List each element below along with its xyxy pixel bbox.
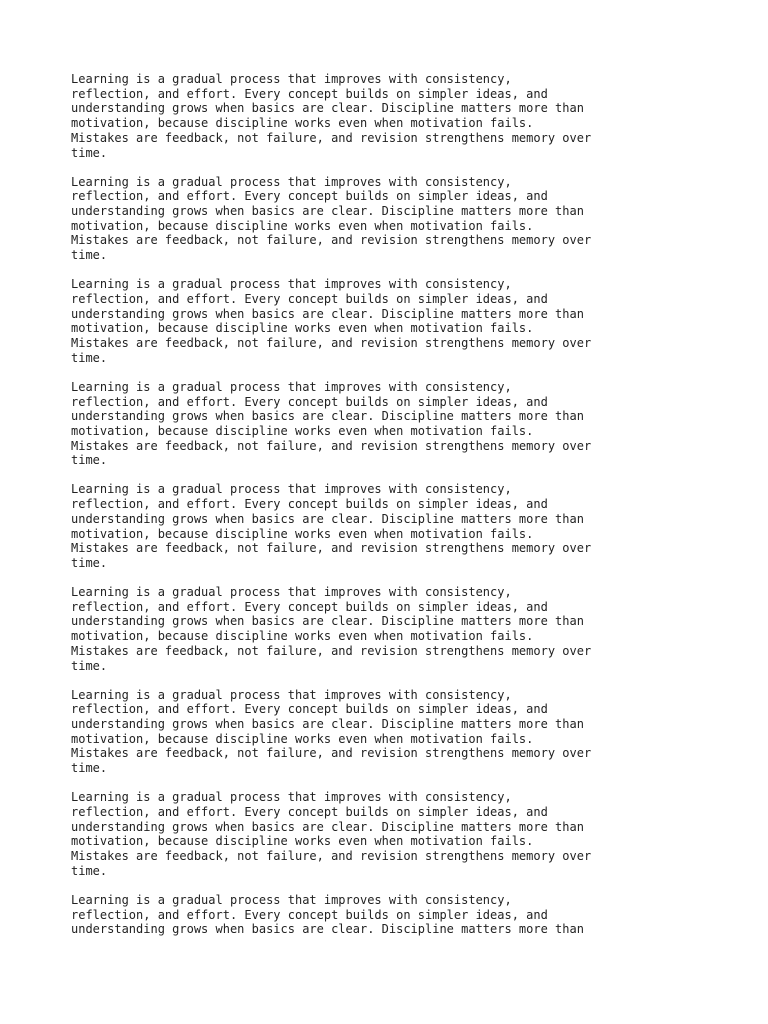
text-line: motivation, because discipline works even when motivation fails. xyxy=(71,731,534,746)
text-line: Learning is a gradual process that improves with consistency, xyxy=(71,277,512,292)
text-line: Learning is a gradual process that improves with consistency, xyxy=(71,379,512,394)
text-line: time. xyxy=(71,555,108,570)
text-line: understanding grows when basics are clear. Discipline matters more than xyxy=(71,614,584,629)
text-line: understanding grows when basics are clear. Discipline matters more than xyxy=(71,306,584,321)
text-line: motivation, because discipline works even when motivation fails. xyxy=(71,218,534,233)
text-line: motivation, because discipline works even when motivation fails. xyxy=(71,116,534,131)
paragraph-4 xyxy=(71,380,631,468)
text-line: motivation, because discipline works even when motivation fails. xyxy=(71,321,534,336)
paragraph-8 xyxy=(71,790,631,878)
text-line: understanding grows when basics are clear. Discipline matters more than xyxy=(71,819,584,834)
text-line: reflection, and effort. Every concept builds on simpler ideas, and xyxy=(71,86,548,101)
text-line: understanding grows when basics are clear. Discipline matters more than xyxy=(71,511,584,526)
paragraph-1 xyxy=(71,72,631,160)
text-line: understanding grows when basics are clear. Discipline matters more than xyxy=(71,717,584,732)
text-line: Learning is a gradual process that improves with consistency, xyxy=(71,790,512,805)
text-line: understanding grows when basics are clear. Discipline matters more than xyxy=(71,922,584,937)
text-line: Mistakes are feedback, not failure, and revision strengthens memory over xyxy=(71,130,592,145)
text-line: reflection, and effort. Every concept builds on simpler ideas, and xyxy=(71,291,548,306)
text-line: time. xyxy=(71,863,108,878)
paragraph-3 xyxy=(71,277,631,365)
text-line: motivation, because discipline works even when motivation fails. xyxy=(71,423,534,438)
text-line: Mistakes are feedback, not failure, and revision strengthens memory over xyxy=(71,233,592,248)
text-line: reflection, and effort. Every concept builds on simpler ideas, and xyxy=(71,702,548,717)
text-line: Learning is a gradual process that improves with consistency, xyxy=(71,482,512,497)
text-line: time. xyxy=(71,248,108,263)
text-line: Mistakes are feedback, not failure, and revision strengthens memory over xyxy=(71,541,592,556)
text-line: time. xyxy=(71,453,108,468)
text-line: Mistakes are feedback, not failure, and revision strengthens memory over xyxy=(71,438,592,453)
text-line: Learning is a gradual process that improves with consistency, xyxy=(71,72,512,86)
text-line: motivation, because discipline works even when motivation fails. xyxy=(71,526,534,541)
text-line: Learning is a gradual process that improves with consistency, xyxy=(71,687,512,702)
paragraph-5 xyxy=(71,482,631,570)
text-line: Mistakes are feedback, not failure, and revision strengthens memory over xyxy=(71,849,592,864)
text-line: understanding grows when basics are clear. Discipline matters more than xyxy=(71,409,584,424)
text-line: Learning is a gradual process that improves with consistency, xyxy=(71,174,512,189)
text-line: understanding grows when basics are clear. Discipline matters more than xyxy=(71,101,584,116)
text-line: reflection, and effort. Every concept builds on simpler ideas, and xyxy=(71,497,548,512)
text-line: reflection, and effort. Every concept builds on simpler ideas, and xyxy=(71,804,548,819)
text-line: reflection, and effort. Every concept builds on simpler ideas, and xyxy=(71,394,548,409)
text-line: Learning is a gradual process that improves with consistency, xyxy=(71,585,512,600)
text-line: time. xyxy=(71,350,108,365)
text-line: motivation, because discipline works even when motivation fails. xyxy=(71,629,534,644)
text-line: reflection, and effort. Every concept builds on simpler ideas, and xyxy=(71,189,548,204)
text-line: Mistakes are feedback, not failure, and revision strengthens memory over xyxy=(71,643,592,658)
text-line: Learning is a gradual process that improves with consistency, xyxy=(71,892,512,907)
paragraph-6 xyxy=(71,585,631,673)
text-line: reflection, and effort. Every concept builds on simpler ideas, and xyxy=(71,907,548,922)
document-body xyxy=(71,72,631,951)
text-line: time. xyxy=(71,761,108,776)
text-line: Mistakes are feedback, not failure, and revision strengthens memory over xyxy=(71,336,592,351)
text-line: understanding grows when basics are clear. Discipline matters more than xyxy=(71,204,584,219)
text-line: Mistakes are feedback, not failure, and revision strengthens memory over xyxy=(71,746,592,761)
text-line: motivation, because discipline works even when motivation fails. xyxy=(71,834,534,849)
text-line: reflection, and effort. Every concept builds on simpler ideas, and xyxy=(71,599,548,614)
paragraph-9 xyxy=(71,893,631,937)
paragraph-7 xyxy=(71,688,631,776)
paragraph-2 xyxy=(71,175,631,263)
text-line: time. xyxy=(71,145,108,160)
text-line: time. xyxy=(71,658,108,673)
